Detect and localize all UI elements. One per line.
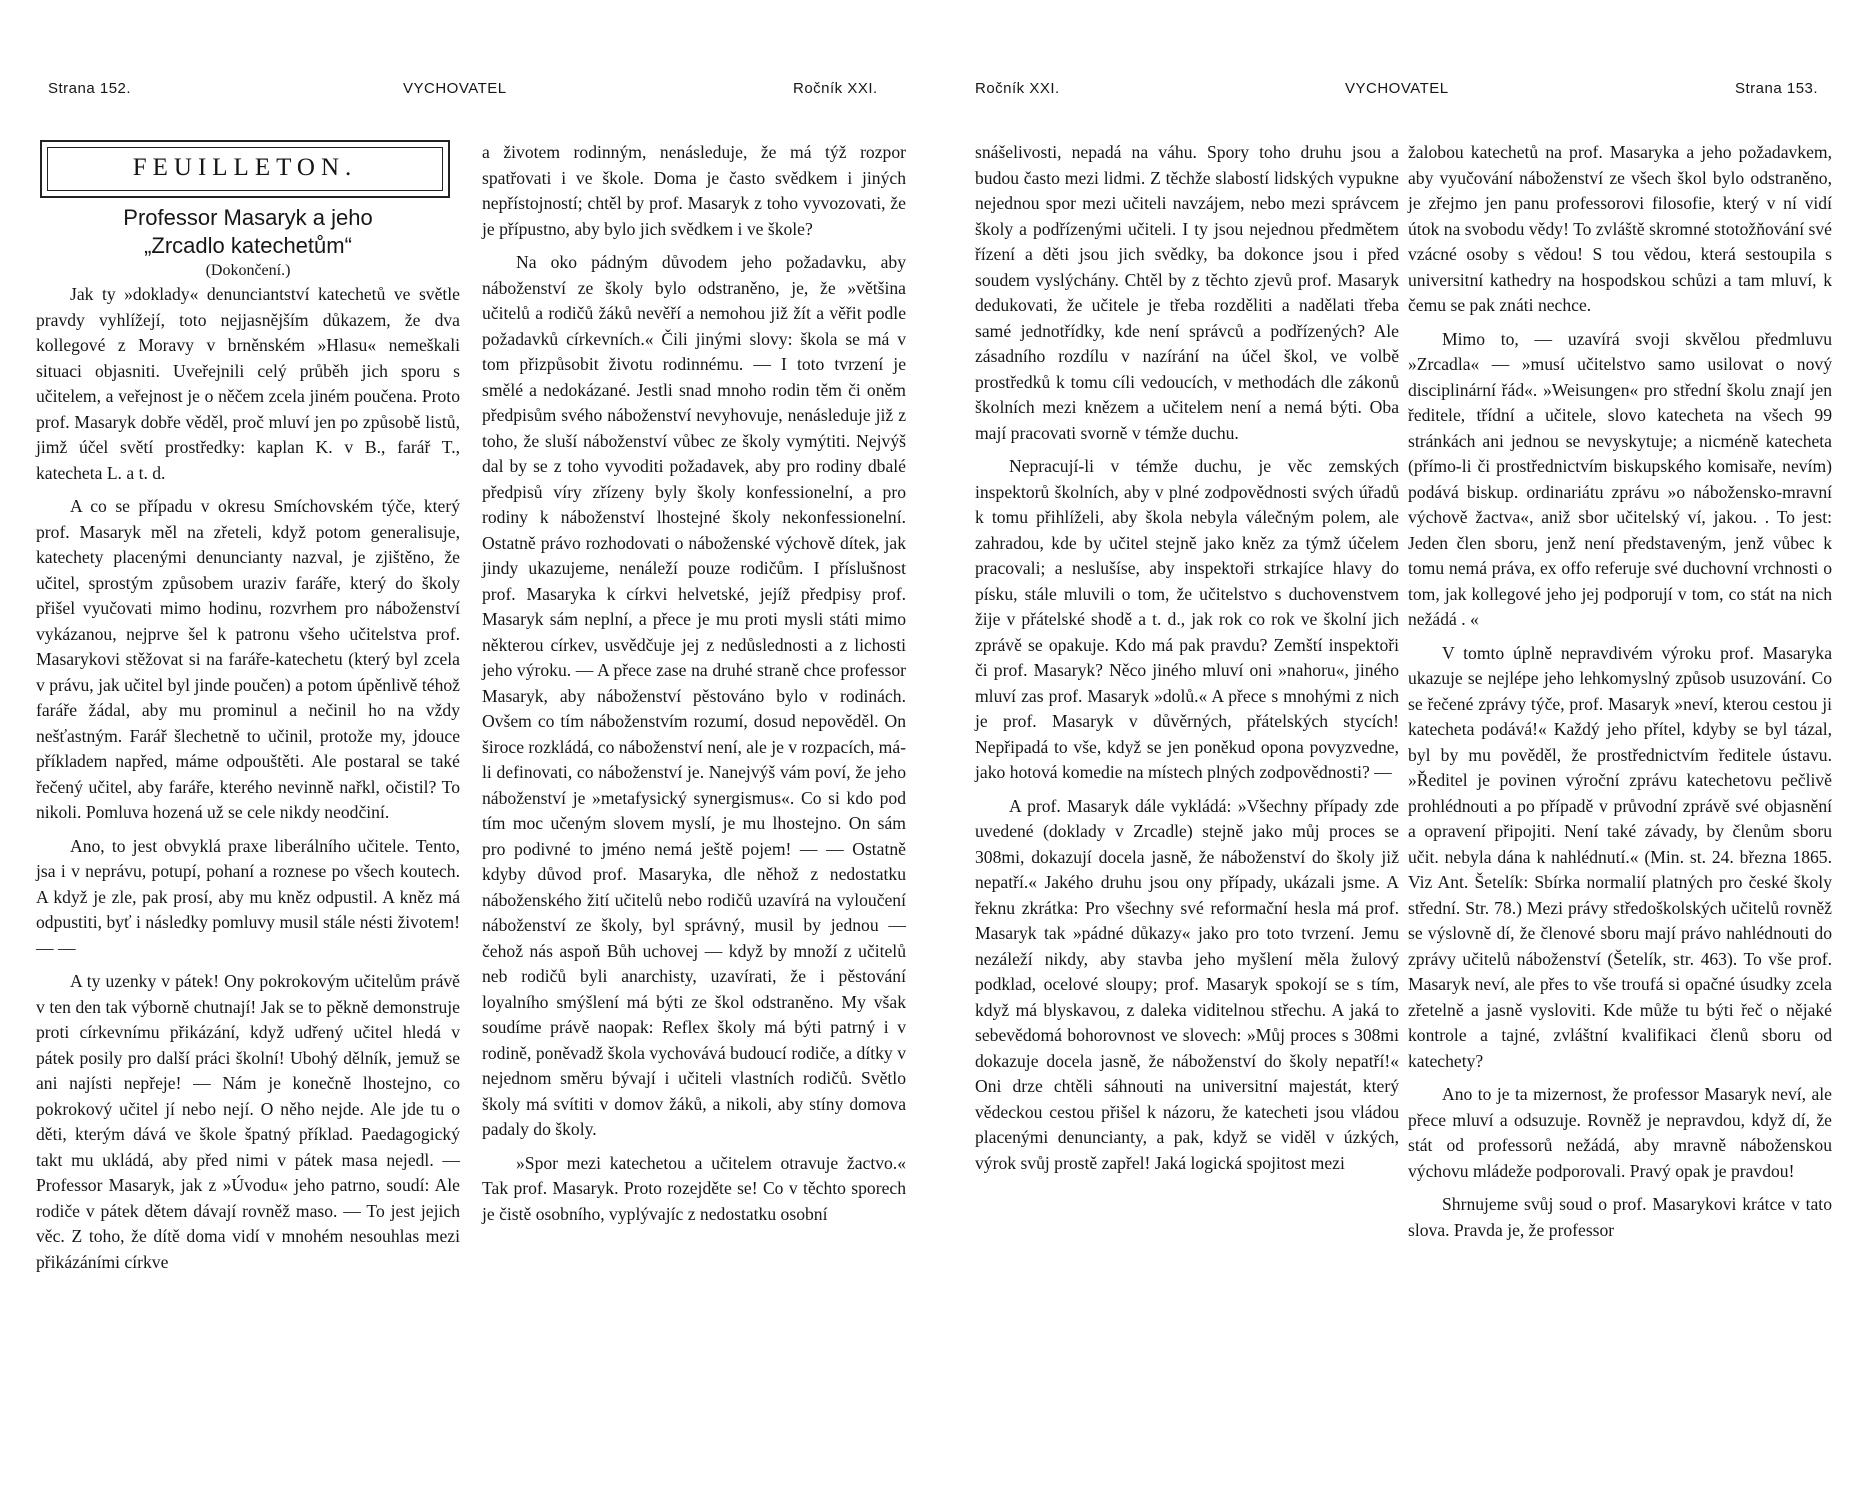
left-column-2 xyxy=(482,140,906,1227)
right-column-1 xyxy=(975,140,1399,1176)
feuilleton-label: FEUILLETON. xyxy=(132,154,358,181)
paragraph: Ano to je ta mizernost, že professor Masaryk neví, ale přece mluví a odsuzuje. Rovněž je nepravdou, když dí, že stát od professorů nežádá, aby mravně náboženskou výchovu mládeže podporovali. Pravý opak je pravdou! xyxy=(1408,1084,1832,1181)
paragraph: A prof. Masaryk dále vykládá: »Všechny případy zde uvedené (doklady v Zrcadle) stejně jako můj proces se 308mi, dokazují docela jasně, že náboženství do školy již nepatří.« Jakého druhu jsou ony případy, ukázali jsme. A řeknu zkrátka: Pro všechny své reformační hesla má prof. Masaryk tak »pádné důkazy« jako pro toto tvrzení. Jemu nezáleží nikdy, aby stavba jeho myšlení měla žulový podklad, ocelové sloupy; prof. Masaryk spokojí se s tím, když má blyskavou, z daleka viditelnou střechu. A jaká to sebevědomá bohorovnost ve slovech: »Můj proces s 308mi dokazuje docela jasně, že náboženství do školy nepatří!« Oni drze chtěli sáhnouti na universitní majestát, který vědeckou cestou přišel k názoru, že katecheti jsou vládou placenými denuncianty, a pak, když se viděl v úzkých, výrok svůj prostě zapřel! Jaká logická spojitost mezi xyxy=(975,795,1399,1173)
paragraph: A ty uzenky v pátek! Ony pokrokovým učitelům právě v ten den tak výborně chutnají! Jak se to pěkně demonstruje proti církevnímu přikázání, když udřený učitel hledá v pátek posily pro další práci školní! Ubohý dělník, jemuž se ani najísti nepřeje! — Nám je konečně lhostejno, co pokrokový učitel jí nebo nejí. O něho nejde. Ale jde tu o děti, kterým dává ve škole špatný příklad. Paedagogický takt mu ukládá, aby před nimi v pátek masa nejedl. — Professor Masaryk, jak z »Úvodu« jeho patrno, soudí: Ale rodiče v pátek dětem dávají rovněž maso. — To jest jejich věc. Z toho, že dítě doma vidí v mnohém nesouhlas mezi přikázáními církve xyxy=(36,971,460,1272)
left-page-header xyxy=(48,80,908,104)
left-journal-name: VYCHOVATEL xyxy=(403,80,507,97)
paragraph: snášelivosti, nepadá na váhu. Spory toho druhu jsou a budou často mezi lidmi. Z těchže slabostí lidských vypukne nejednou spor mezi učiteli navzájem, nebo mezi správcem školy a podřízenými učiteli. I ty jsou nejednou předmětem řízení a děti jsou jich svědky, ba dokonce jsou i před soudem vyslýchány. Chtěl by z těchto zjevů prof. Masaryk dedukovati, že učitele je třeba rozděliti a nadělati třeba samé jednotřídky, kde není správců a podřízených? Ale zásadního rozdílu v nazírání na účel škol, ve volbě prostředků k tomu cíli vedoucích, v methodách dle zákonů školních mezi knězem a učitelem není a nemá býti. Oba mají pracovati svorně v témže duchu. xyxy=(975,142,1399,443)
paragraph: Nepracují-li v témže duchu, je věc zemských inspektorů školních, aby v plné zodpovědnosti svých úřadů k tomu přihlíželi, aby škola nebyla válečným polem, ale zahradou, kde by učitel stejně jako kněz za týmž účelem pracovali; a neslušíse, aby inspektoři strkajíce hlavy do písku, stále mluvili o tom, že učitelstvo s duchovenstvem žije v přátelské shodě a t. d., jak rok co rok ve školní jich zprávě se opakuje. Kdo má pak pravdu? Zemští inspektoři či prof. Masaryk? Něco jiného mluví oni »nahoru«, jiného mluví zas prof. Masaryk »dolů.« A přece s mnohými z nich je prof. Masaryk v důvěrných, přátelských stycích! Nepřipadá to vše, když se jen poněkud opona povyzvedne, jako hotová komedie na místech plných zodpovědnosti? — xyxy=(975,456,1399,782)
paragraph: »Spor mezi katechetou a učitelem otravuje žactvo.« Tak prof. Masaryk. Proto rozejděte se! Co v těchto sporech je čistě osobního, vyplývajíc z nedostatku osobní xyxy=(482,1152,906,1224)
article-subtitle: (Dokončení.) xyxy=(205,262,291,279)
paragraph: V tomto úplně nepravdivém výroku prof. Masaryka ukazuje se nejlépe jeho lehkomyslný způsob usuzování. Co se řečené zprávy týče, prof. Masaryk »neví, kterou cestou ji katecheta podává!« Každý jeho přítel, kdyby se byl tázal, byl by mu pověděl, že prostřednictvím ředitele ústavu. »Ředitel je povinen výroční zprávu katechetovu pečlivě prohlédnouti a po případě v průvodní zprávě své objasnění a opravení připojiti. Není také závady, by členům sboru učit. nebyla dána k nahlédnutí.« (Min. st. 24. března 1865. Viz Ant. Šetelík: Sbírka normalií platných pro české školy střední. Str. 78.) Mezi právy středoškolských učitelů rovněž se výslovně dí, že členové sboru mají právo nahlédnouti do zprávy učitelů náboženství (Šetelík, str. 463). To vše prof. Masaryk neví, ale přes to vše troufá si opačné úsudky zcela zřetelně a jasně vysloviti. Kde může tu býti řeč o nějaké kontrole a tajné, zvláštní kvalifikaci členů sboru od katechety? xyxy=(1408,642,1832,1071)
left-page-number: Strana 152. xyxy=(48,80,132,97)
paragraph: Ano, to jest obvyklá praxe liberálního učitele. Tento, jsa i v neprávu, potupí, pohaní a roznese po všech koutech. A když je zle, pak prosí, aby mu kněz odpustil. A kněz má odpustiti, byť i následky pomluvy musil stále nésti životem! — — xyxy=(36,835,460,958)
article-title-line2: „Zrcadlo katechetům“ xyxy=(144,233,352,258)
paragraph: Na oko pádným důvodem jeho požadavku, aby náboženství ze školy bylo odstraněno, je, že »většina učitelů a rodičů žáků nevěří a nemohou již žít a věřit podle požadavků církevních.« Čili jinými slovy: škola se má v tom přizpůsobit životu rodinnému. — I toto tvrzení je smělé a nedokázané. Jestli snad mnoho rodin těm či oněm předpisům svého náboženství nevyhovuje, nenásleduje již z toho, že sluší náboženství vůbec ze školy vymýtiti. Nejvýš dal by se z toho vyvoditi požadavek, aby pro rodiny dbalé předpisů víry zřízeny byly školy konfessionelní, a pro rodiny k náboženství lhostejné školy nekonfessionelní. Ostatně právo rozhodovati o náboženské výchově dítek, jak jindy ukazujeme, nenáleží pouze rodičům. I příslušnost prof. Masaryka k církvi helvetské, jejíž předpisy prof. Masaryk sám neplní, a přece je mu proti mysli státi mimo některou církev, usvědčuje jej z nedůslednosti a z lichosti jeho výroku. — A přece zase na druhé straně chce professor Masaryk, aby náboženství pěstováno bylo v rodinách. Ovšem co tím náboženstvím rozumí, dosud nepověděl. On široce rozkládá, co náboženství není, ale je v rozpacích, má-li definovati, co náboženství je. Nanejvýš vám poví, že jeho náboženství je »metafysický synergismus«. Co si kdo pod tím moc učeným slovem myslí, je mu lhostejno. On sám pro podivné to jméno nemá ještě pojem! — — Ostatně kdyby důvod prof. Masaryka, dle něhož z nedostatku náboženského žití učitelů nebo rodičů uzavírá na vyloučení náboženství ze školy, byl správný, musil by jednou — čehož nás aspoň Bůh uchovej — když by množí z učitelů neb rodičů byli anarchisty, uzavírati, že i pěstování loyalního smýšlení má býti ze škol odstraněno. My však soudíme právě naopak: Reflex školy má býti patrný i v rodině, poněvadž škola vychovává budoucí rodiče, a dítky v nejednom směru bývají i učiteli vlastních rodičů. Světlo školy má svítiti v domov žáků, a nikoli, aby stíny domova padaly do školy. xyxy=(482,252,907,1139)
right-column-2 xyxy=(1408,140,1832,1243)
right-volume: Ročník XXI. xyxy=(975,80,1060,97)
paragraph: Shrnujeme svůj soud o prof. Masarykovi krátce v tato slova. Pravda je, že professor xyxy=(1408,1194,1832,1240)
article-title-line1: Professor Masaryk a jeho xyxy=(123,205,373,230)
right-journal-name: VYCHOVATEL xyxy=(1345,80,1449,97)
right-page-header xyxy=(975,80,1825,104)
feuilleton-heading-box xyxy=(40,140,450,198)
paragraph: Jak ty »doklady« denunciantství katechetů ve světle pravdy vyhlížejí, toto nejjasnějším důkazem, že dva kollegové z Moravy v brněnském »Hlasu« nemeškali situaci objasniti. Uveřejnili celý průběh jich sporu s učitelem, a veřejnost je o něčem zcela jiném poučena. Proto prof. Masaryk dobře věděl, proč mluví jen po způsobě listů, jimž účel světí prostředky: kaplan K. v B., farář T., katecheta L. a t. d. xyxy=(36,284,460,483)
paragraph: Mimo to, — uzavírá svoji skvělou předmluvu »Zrcadla« — »musí učitelstvo samo usilovat o nový disciplinární řád«. »Weisungen« pro střední školu znají jen ředitele, třídní a učitele, slovo katecheta na všech 99 stránkách ani jednou se nevyskytuje; a nicméně katecheta (přímo-li či prostřednictvím biskupského komisaře, nevím) podává biskup. ordinariátu zprávu »o náboženskо-mravní výchově žactva«, aniž sbor učitelský ví, jakou. . To jest: Jeden člen sboru, jenž není představeným, jenž vůbec k tomu nemá práva, ex offo referuje své duchovní vrchnosti o tom, jak kollegové jeho jej podporují v tom, co stát na nich nežádá . « xyxy=(1408,328,1832,629)
paragraph: A co se případu v okresu Smíchovském týče, který prof. Masaryk měl na zřeteli, když potom generalisuje, katechety placenými denuncianty nazval, je zjištěno, že učitel, sprostým způsobem uraziv faráře, který do školy přišel vyučovati mimo hodinu, rozvrhem pro náboženství vykázanou, nejprve šel k patronu všeho učitelstva prof. Masarykovi stěžovat si na faráře-katechetu (který byl zcela v právu, jak učitel byl jinde poučen) a potom úpěnlivě téhož faráře žádal, aby mu prominul a nečinil ho na vždy nešťastným. Farář šlechetně to učinil, protože my, jdouce příkladem napřed, máme odpouštěti. Ale postaral se také řečený učitel, aby faráře, kterého nevinně nařkl, očistil? To nikoli. Pomluva hozená už se cele nikdy neodčiní. xyxy=(36,496,460,822)
right-page-number: Strana 153. xyxy=(1735,80,1819,97)
left-column-1 xyxy=(36,140,460,1275)
paragraph: žalobou katechetů na prof. Masaryka a jeho požadavkem, aby vyučování náboženství ze všech škol bylo odstraněno, je zřejmo jen panu professorovi filosofie, který v ní vidí útok na svobodu vědy! To zvláště skromné stotožňování své vzácné osoby s vědou! S tou vědou, která sestoupila s universitní kathedry na hospodskou schůzi a tam mluví, k čemu se pak znáti nechce. xyxy=(1408,142,1832,315)
paragraph: a životem rodinným, nenásleduje, že má týž rozpor spatřovati i ve škole. Doma je často svědkem i jiných nepřístojností; chtěl by prof. Masaryk z toho vyvozovati, že je přípustno, aby bylo jich svědkem i ve škole? xyxy=(482,142,906,239)
left-volume: Ročník XXI. xyxy=(793,80,878,97)
